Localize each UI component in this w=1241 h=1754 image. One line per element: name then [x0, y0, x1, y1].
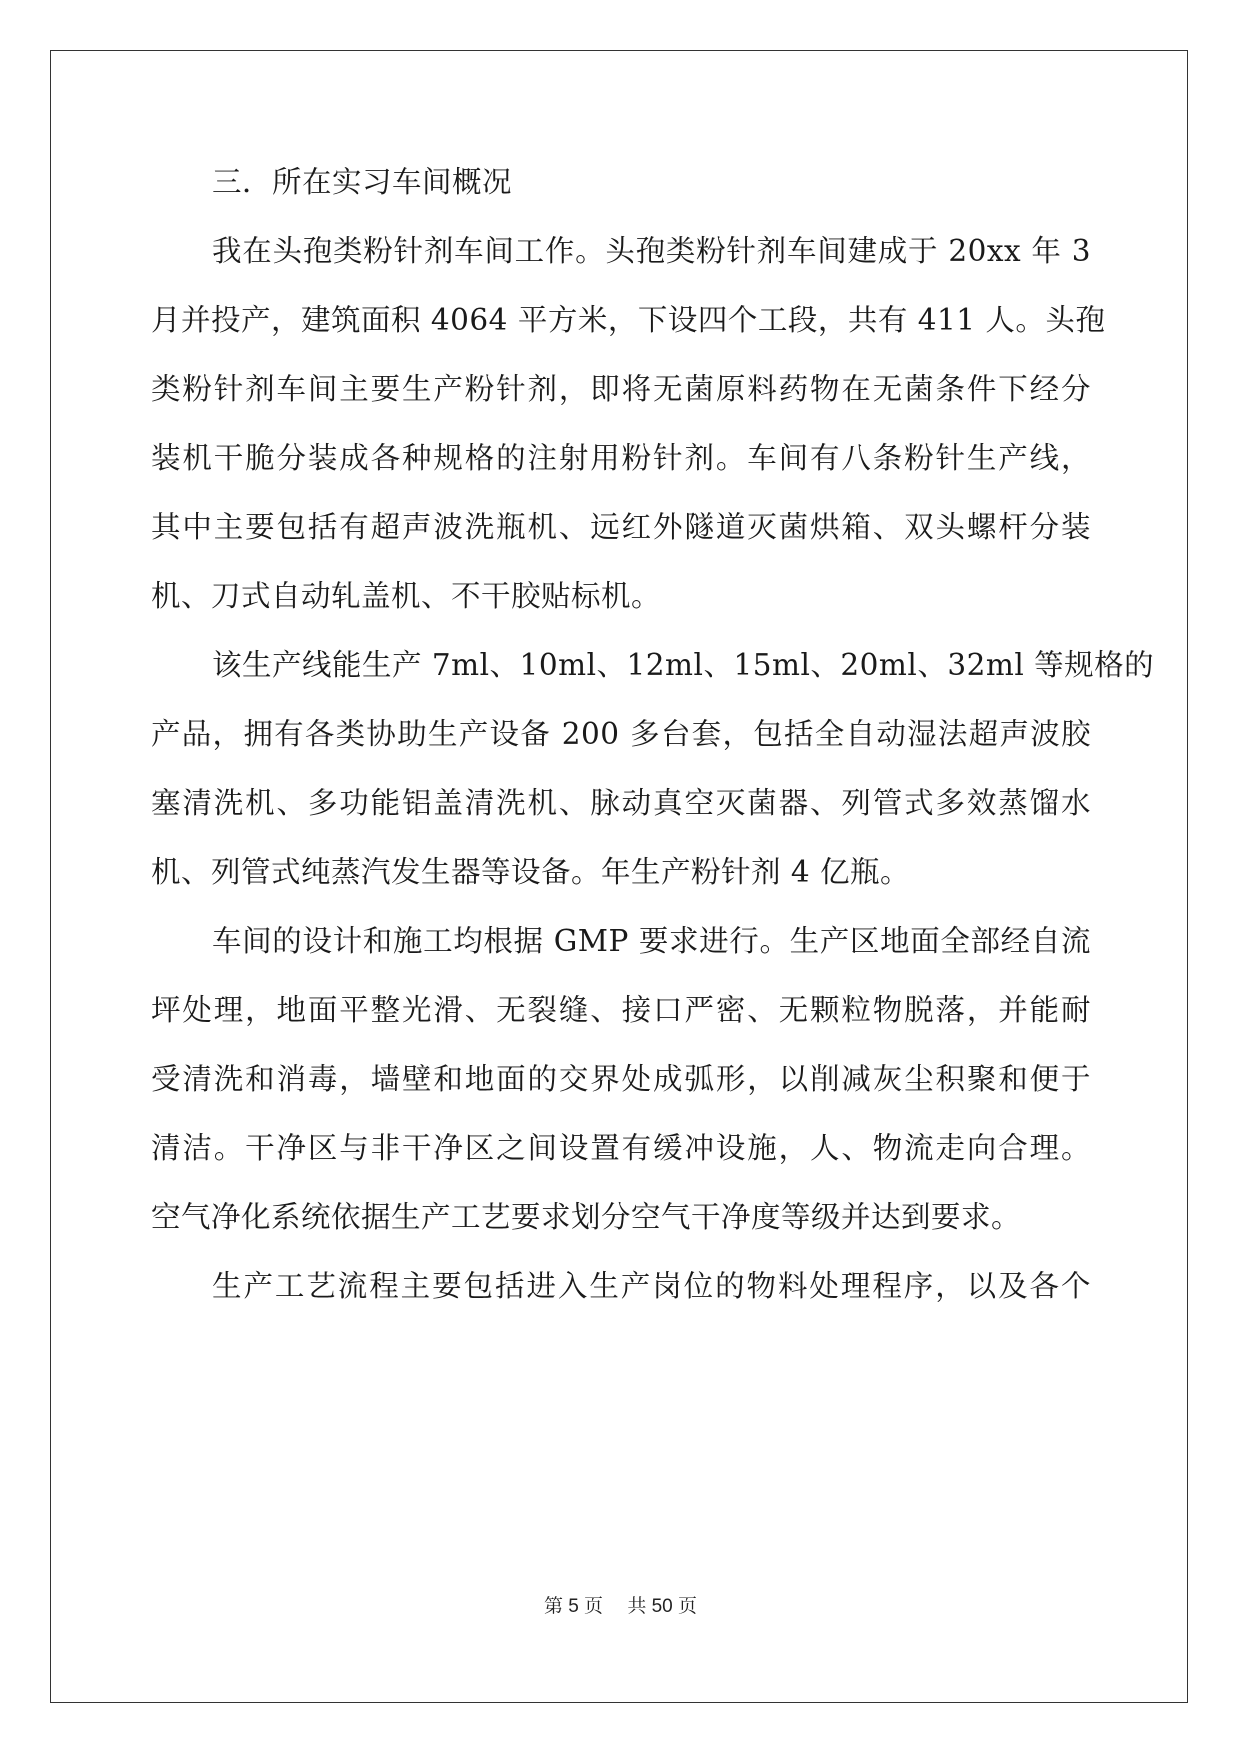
paragraph-line: 我在头孢类粉针剂车间工作。头孢类粉针剂车间建成于 20xx 年 3 — [212, 234, 1091, 268]
section-heading: 三．所在实习车间概况 — [212, 165, 513, 199]
paragraph-line: 塞清洗机、多功能铝盖清洗机、脉动真空灭菌器、列管式多效蒸馏水 — [151, 786, 1091, 820]
paragraph-line: 该生产线能生产 7ml、10ml、12ml、15ml、20ml、32ml 等规格的 — [212, 648, 1155, 682]
paragraph-line: 产品，拥有各类协助生产设备 200 多台套，包括全自动湿法超声波胶 — [151, 717, 1091, 751]
page-number-footer: 第 5 页 共 50 页 — [543, 1596, 698, 1617]
paragraph-line: 空气净化系统依据生产工艺要求划分空气干净度等级并达到要求。 — [151, 1200, 1022, 1234]
paragraph-line: 生产工艺流程主要包括进入生产岗位的物料处理程序，以及各个 — [212, 1269, 1091, 1303]
paragraph-line: 机、列管式纯蒸汽发生器等设备。年生产粉针剂 4 亿瓶。 — [151, 855, 911, 889]
paragraph-line: 清洁。干净区与非干净区之间设置有缓冲设施，人、物流走向合理。 — [151, 1131, 1091, 1165]
paragraph-line: 车间的设计和施工均根据 GMP 要求进行。生产区地面全部经自流 — [212, 924, 1091, 958]
paragraph-line: 月并投产，建筑面积 4064 平方米，下设四个工段，共有 411 人。头孢 — [151, 303, 1106, 337]
paragraph-line: 受清洗和消毒，墙壁和地面的交界处成弧形，以削减灰尘积聚和便于 — [151, 1062, 1091, 1096]
paragraph-line: 其中主要包括有超声波洗瓶机、远红外隧道灭菌烘箱、双头螺杆分装 — [151, 510, 1091, 544]
paragraph-line: 机、刀式自动轧盖机、不干胶贴标机。 — [151, 579, 662, 613]
paragraph-line: 坪处理，地面平整光滑、无裂缝、接口严密、无颗粒物脱落，并能耐 — [151, 993, 1091, 1027]
paragraph-line: 类粉针剂车间主要生产粉针剂，即将无菌原料药物在无菌条件下经分 — [151, 372, 1091, 406]
paragraph-line: 装机干脆分装成各种规格的注射用粉针剂。车间有八条粉针生产线， — [151, 441, 1091, 475]
